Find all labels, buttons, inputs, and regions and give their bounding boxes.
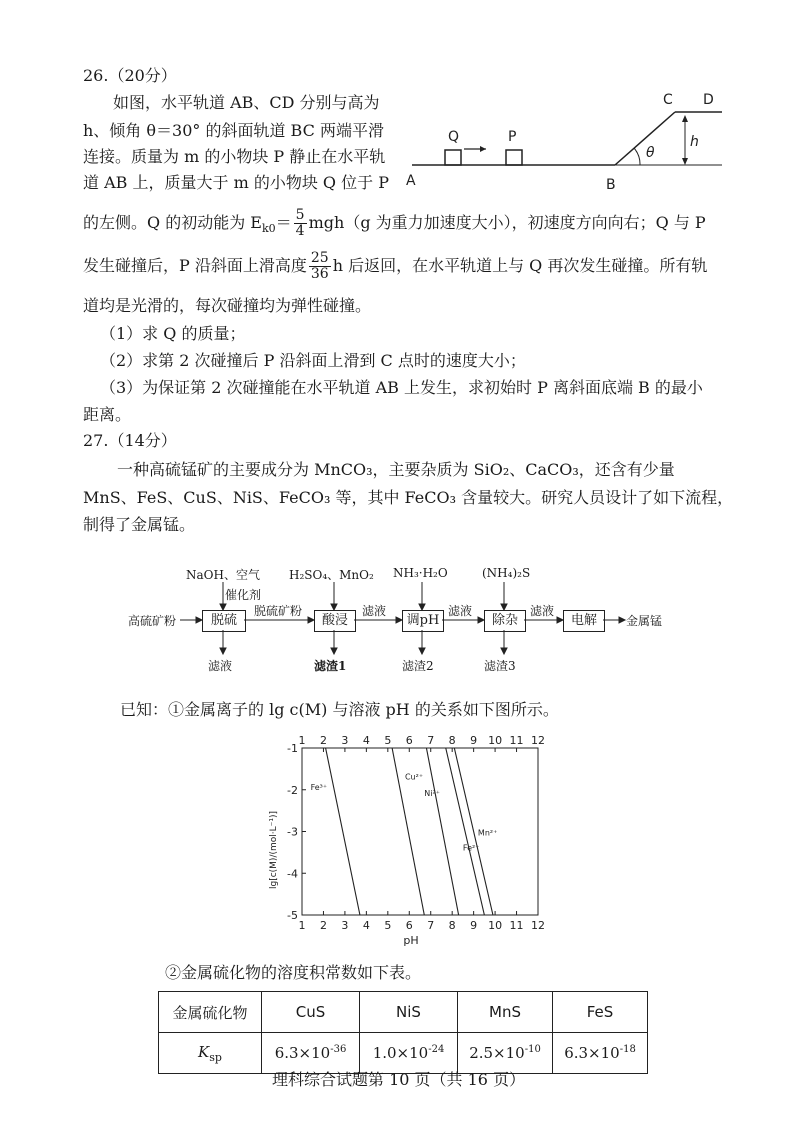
- ksp-exponent: -18: [619, 1044, 636, 1055]
- table-header-cell: 金属硫化物: [159, 992, 262, 1033]
- y-axis-label: lg[c(M)/(mol·L⁻¹)]: [269, 810, 279, 890]
- q26-line5-b: mgh（g 为重力加速度大小），初速度方向向右；Q 与 P: [308, 213, 706, 232]
- series-label: Cu²⁺: [404, 772, 424, 782]
- table-header-cell: NiS: [360, 992, 458, 1033]
- q26-line6-b: h 后返回，在水平轨道上与 Q 再次发生碰撞。所有轨: [332, 256, 708, 275]
- table-cell: [360, 1033, 458, 1074]
- series-line-Fe³⁺: [326, 748, 360, 915]
- table-cell: [458, 1033, 553, 1074]
- desulfurized-powder: 脱硫矿粉: [254, 604, 303, 618]
- q26-header: 26.（20分）: [83, 66, 177, 85]
- x-tick-label-top: 4: [362, 734, 370, 747]
- x-tick-label-top: 7: [427, 734, 435, 747]
- x-tick-label-top: 6: [405, 734, 413, 747]
- output-residue-3: 滤渣3: [484, 659, 516, 673]
- label-d: D: [703, 92, 714, 108]
- y-tick-label: -5: [287, 909, 298, 922]
- q26-sub3b: 距离。: [83, 405, 132, 424]
- q26-sub3a: （3）为保证第 2 次碰撞能在水平轨道 AB 上发生，求初始时 P 离斜面底端 B 的最小: [100, 378, 703, 397]
- filtrate-3: 滤液: [530, 604, 555, 618]
- label-b: B: [606, 177, 616, 193]
- end-metal-manganese: 金属锰: [626, 614, 663, 628]
- q26-line1: 如图，水平轨道 AB、CD 分别与高为: [113, 93, 380, 112]
- x-axis-label: pH: [403, 934, 419, 947]
- table-header-cell: FeS: [553, 992, 648, 1033]
- label-c: C: [663, 92, 673, 108]
- ksp-exponent: -10: [524, 1044, 541, 1055]
- x-tick-label-top: 8: [448, 734, 456, 747]
- label-a: A: [406, 173, 416, 189]
- ksp-mantissa: 6.3×10: [274, 1044, 331, 1062]
- x-tick-label-top: 1: [298, 734, 306, 747]
- x-tick-label: 4: [362, 919, 370, 932]
- filtrate-1: 滤液: [362, 604, 387, 618]
- x-tick-label: 3: [341, 919, 349, 932]
- box-remove-impurities: 除杂: [484, 610, 526, 632]
- box-acid-leach: 酸浸: [314, 610, 356, 632]
- ksp-label-cell: [159, 1033, 262, 1074]
- q27-header: 27.（14分）: [83, 431, 177, 450]
- x-tick-label: 10: [488, 919, 503, 932]
- q26-line5-a: 的左侧。Q 的初动能为 E: [83, 213, 262, 232]
- q27-known2: ②金属硫化物的溶度积常数如下表。: [165, 963, 422, 982]
- x-tick-label: 1: [298, 919, 306, 932]
- box-adjust-ph: 调pH: [402, 610, 444, 632]
- label-p: P: [508, 129, 517, 145]
- fraction-denominator: 4: [295, 223, 305, 239]
- box-desulfurize: 脱硫: [202, 610, 246, 632]
- q26-line7: 道均是光滑的，每次碰撞均为弹性碰撞。: [83, 296, 372, 315]
- series-label: Fe²⁺: [462, 843, 480, 853]
- fraction-numerator: 25: [310, 250, 329, 266]
- q27-known1: 已知：①金属离子的 lg c(M) 与溶液 pH 的关系如下图所示。: [120, 700, 559, 719]
- catalyst-label: 催化剂: [225, 588, 262, 602]
- series-label: Mn²⁺: [477, 828, 498, 838]
- ksp-mantissa: 1.0×10: [372, 1044, 429, 1062]
- q26-line2: h、倾角 θ＝30° 的斜面轨道 BC 两端平滑: [83, 121, 384, 140]
- x-tick-label: 6: [405, 919, 413, 932]
- q26-sub2: （2）求第 2 次碰撞后 P 沿斜面上滑到 C 点时的速度大小；: [100, 351, 526, 370]
- x-tick-label-top: 11: [509, 734, 524, 747]
- lg-c-vs-ph-chart: [260, 730, 560, 955]
- table-cell: [262, 1033, 360, 1074]
- series-line-Ni²⁺: [426, 748, 458, 915]
- reagent-nh3-h2o: NH₃·H₂O: [393, 566, 448, 580]
- label-theta: θ: [646, 145, 655, 161]
- x-tick-label-top: 3: [341, 734, 349, 747]
- ksp-mantissa: 2.5×10: [469, 1044, 525, 1062]
- x-tick-label-top: 2: [319, 734, 327, 747]
- fraction-denominator: 36: [310, 266, 329, 282]
- y-tick-label: -3: [287, 825, 298, 839]
- ksp-exponent: -24: [428, 1044, 445, 1055]
- q26-sub1: （1）求 Q 的质量；: [100, 324, 246, 343]
- x-tick-label-top: 12: [531, 734, 545, 747]
- q26-line3: 连接。质量为 m 的小物块 P 静止在水平轨: [83, 147, 386, 166]
- box-electrolysis: 电解: [563, 610, 605, 632]
- x-tick-label: 8: [448, 919, 456, 932]
- x-tick-label: 2: [319, 919, 327, 932]
- x-tick-label-top: 10: [488, 734, 503, 747]
- x-tick-label-top: 5: [384, 734, 392, 747]
- ksp-mantissa: 6.3×10: [564, 1044, 620, 1062]
- filtrate-2: 滤液: [448, 604, 473, 618]
- series-label: Ni²⁺: [424, 789, 440, 799]
- table-cell: [553, 1033, 648, 1074]
- reagent-h2so4-mno2: H₂SO₄、MnO₂: [289, 568, 374, 582]
- ksp-exponent: -36: [330, 1044, 347, 1055]
- equals-sign: ＝: [275, 213, 292, 232]
- q26-line4: 道 AB 上，质量大于 m 的小物块 Q 位于 P: [83, 173, 389, 192]
- table-header-cell: CuS: [262, 992, 360, 1033]
- fraction-numerator: 5: [295, 207, 305, 223]
- ksp-symbol: K: [198, 1042, 210, 1061]
- ksp-table: [158, 991, 648, 1074]
- x-tick-label-top: 9: [470, 734, 478, 747]
- x-tick-label: 7: [427, 919, 435, 932]
- table-header-cell: MnS: [458, 992, 553, 1033]
- ksp-subscript: sp: [209, 1050, 222, 1064]
- label-q: Q: [448, 129, 460, 145]
- label-h: h: [690, 134, 699, 150]
- output-residue-2: 滤渣2: [402, 659, 434, 673]
- y-tick-label: -1: [287, 742, 298, 755]
- series-label: Fe³⁺: [310, 782, 328, 792]
- y-tick-label: -4: [287, 867, 298, 881]
- output-residue-1: 滤渣1: [314, 659, 347, 673]
- output-filtrate: 滤液: [208, 659, 233, 673]
- reagent-naoh-air: NaOH、空气: [186, 568, 260, 582]
- q26-line6-a: 发生碰撞后，P 沿斜面上滑高度: [83, 256, 307, 275]
- x-tick-label: 11: [509, 919, 524, 932]
- reagent-nh4-2s: (NH₄)₂S: [482, 566, 531, 580]
- table-row: [159, 1033, 648, 1074]
- page-footer: 理科综合试题第 10 页（共 16 页）: [272, 1070, 526, 1089]
- table-header-row: [159, 992, 648, 1033]
- q27-intro2: MnS、FeS、CuS、NiS、FeCO₃ 等，其中 FeCO₃ 含量较大。研究人员设计了如下流程，: [83, 488, 734, 507]
- x-tick-label: 9: [470, 919, 478, 932]
- x-tick-label: 12: [531, 919, 545, 932]
- x-tick-label: 5: [384, 919, 392, 932]
- q27-intro1: 一种高硫锰矿的主要成分为 MnCO₃，主要杂质为 SiO₂、CaCO₃，还含有少量: [117, 460, 675, 479]
- y-tick-label: -2: [287, 783, 298, 797]
- ek0-subscript: k0: [261, 222, 276, 236]
- q27-intro3: 制得了金属锰。: [83, 515, 196, 534]
- start-ore-powder: 高硫矿粉: [128, 614, 177, 628]
